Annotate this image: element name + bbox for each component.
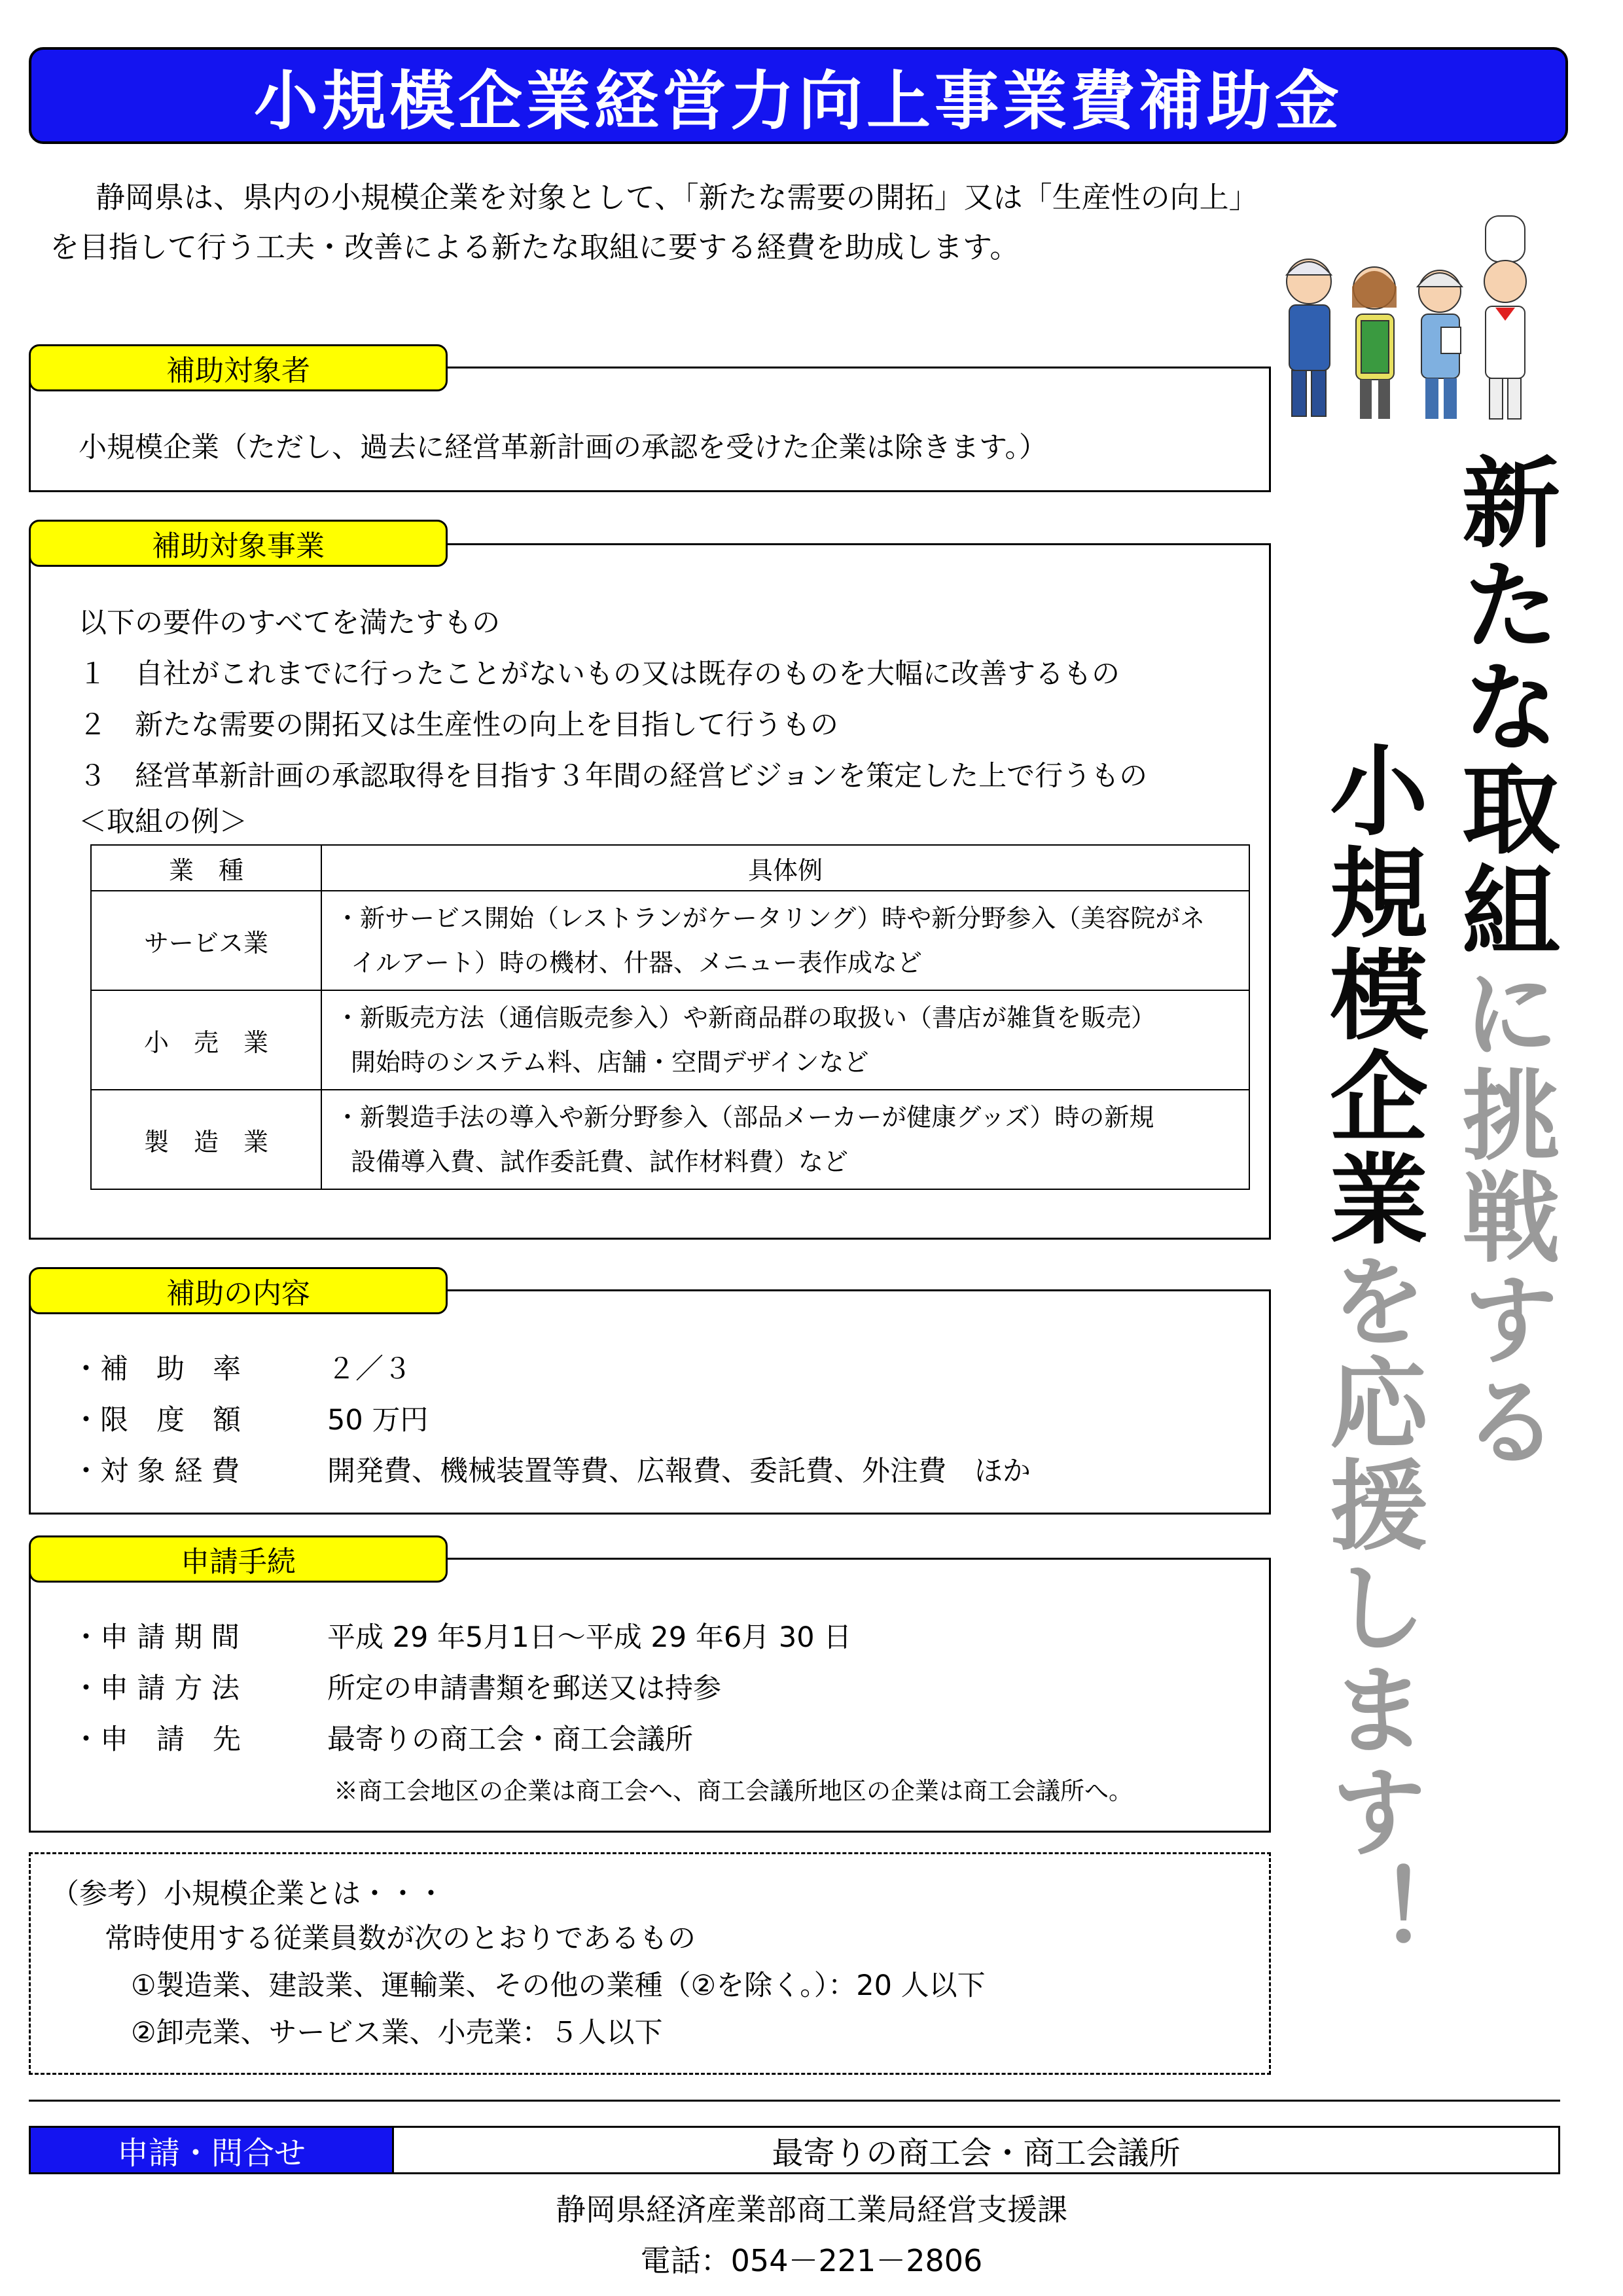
project-requirement-intro: 以下の要件のすべてを満たすもの	[79, 607, 501, 639]
procedure-label-destination: ・申 請 先	[72, 1723, 241, 1756]
worker-icon-4	[1484, 216, 1526, 419]
project-requirement-3: ３ 経営革新計画の承認取得を目指す３年間の経営ビジョンを策定した上で行うもの	[79, 760, 1148, 793]
workers-illustration	[1270, 209, 1544, 432]
slogan-bold-2: 小規模企業	[1313, 740, 1427, 1250]
contact-department: 静岡県経済産業部商工業局経営支援課	[556, 2192, 1067, 2227]
project-tag: 補助対象事業	[29, 520, 448, 567]
table-header-row	[91, 845, 1249, 891]
example-cell	[321, 891, 1249, 990]
table-header-industry: 業 種	[91, 845, 321, 891]
reference-line: ①製造業、建設業、運輸業、その他の業種（②を除く。）：20 人以下	[131, 1969, 986, 2002]
procedure-tag: 申請手続	[29, 1535, 448, 1583]
project-requirement-2: ２ 新たな需要の開拓又は生産性の向上を目指して行うもの	[79, 709, 838, 742]
slogan-bold-1: 新たな取組	[1445, 452, 1559, 962]
example-cell	[321, 990, 1249, 1090]
table-row	[91, 891, 1249, 990]
reference-line: ②卸売業、サービス業、小売業：５人以下	[131, 2017, 663, 2049]
divider	[29, 2100, 1560, 2102]
content-label-rate: ・補 助 率	[72, 1353, 241, 1386]
contact-value: 最寄りの商工会・商工会議所	[392, 2128, 1558, 2172]
example-line: 開始時のシステム料、店舗・空間デザインなど	[351, 1048, 869, 1077]
procedure-note: ※商工会地区の企業は商工会へ、商工会議所地区の企業は商工会議所へ。	[334, 1777, 1133, 1805]
examples-table	[90, 844, 1250, 1190]
industry-cell: 小 売 業	[91, 990, 321, 1090]
procedure-label-method: ・申 請 方 法	[72, 1672, 240, 1705]
content-value-expenses: 開発費、機械装置等費、広報費、委託費、外注費 ほか	[327, 1455, 1031, 1488]
content-label-limit: ・限 度 額	[72, 1404, 241, 1437]
target-tag: 補助対象者	[29, 344, 448, 391]
table-row	[91, 990, 1249, 1090]
target-text: 小規模企業（ただし、過去に経営革新計画の承認を受けた企業は除きます。）	[79, 431, 1048, 464]
example-cell	[321, 1090, 1249, 1189]
example-line: 設備導入費、試作委託費、試作材料費）など	[351, 1147, 849, 1176]
page-title: 小規模企業経営力向上事業費補助金	[29, 47, 1568, 144]
example-line: ・新製造手法の導入や新分野参入（部品メーカーが健康グッズ）時の新規	[335, 1103, 1154, 1132]
worker-icon-2	[1352, 267, 1397, 419]
example-line: イルアート）時の機材、什器、メニュー表作成など	[351, 948, 922, 977]
contact-label: 申請・問合せ	[31, 2128, 392, 2172]
contact-bar	[29, 2126, 1560, 2174]
example-line: ・新販売方法（通信販売参入）や新商品群の取扱い（書店が雑貨を販売）	[335, 1003, 1156, 1032]
slogan-column-2	[1313, 740, 1427, 1965]
procedure-value-destination: 最寄りの商工会・商工会議所	[327, 1723, 693, 1756]
procedure-value-period: 平成 29 年5月1日～平成 29 年6月 30 日	[327, 1621, 852, 1654]
industry-cell: サービス業	[91, 891, 321, 990]
example-line: ・新サービス開始（レストランがケータリング）時や新分野参入（美容院がネ	[335, 904, 1205, 933]
worker-icon-3	[1418, 270, 1462, 419]
table-row	[91, 1090, 1249, 1189]
content-tag: 補助の内容	[29, 1267, 448, 1314]
content-value-limit: 50 万円	[327, 1404, 429, 1437]
procedure-value-method: 所定の申請書類を郵送又は持参	[327, 1672, 721, 1705]
content-label-expenses: ・対 象 経 費	[72, 1455, 240, 1488]
reference-heading: （参考）小規模企業とは・・・	[51, 1878, 445, 1910]
worker-icon-1	[1287, 259, 1331, 416]
content-value-rate: ２／３	[327, 1353, 412, 1386]
intro-paragraph: 静岡県は、県内の小規模企業を対象として、「新たな需要の開拓」又は「生産性の向上」を目指して行う工夫・改善による新たな取組に要する経費を助成します。	[50, 180, 1244, 264]
procedure-label-period: ・申 請 期 間	[72, 1621, 240, 1654]
table-header-example: 具体例	[321, 845, 1249, 891]
slogan-gray-2: を応援します！	[1313, 1250, 1427, 1965]
slogan-column-1	[1445, 452, 1559, 1473]
project-requirement-1: １ 自社がこれまでに行ったことがないもの又は既存のものを大幅に改善するもの	[79, 658, 1120, 691]
examples-heading: ＜取組の例＞	[79, 806, 247, 838]
slogan-gray-1: に挑戦する	[1445, 962, 1559, 1473]
reference-line: 常時使用する従業員数が次のとおりであるもの	[105, 1922, 696, 1955]
industry-cell: 製 造 業	[91, 1090, 321, 1189]
contact-phone: 電話：054－221－2806	[640, 2243, 983, 2278]
